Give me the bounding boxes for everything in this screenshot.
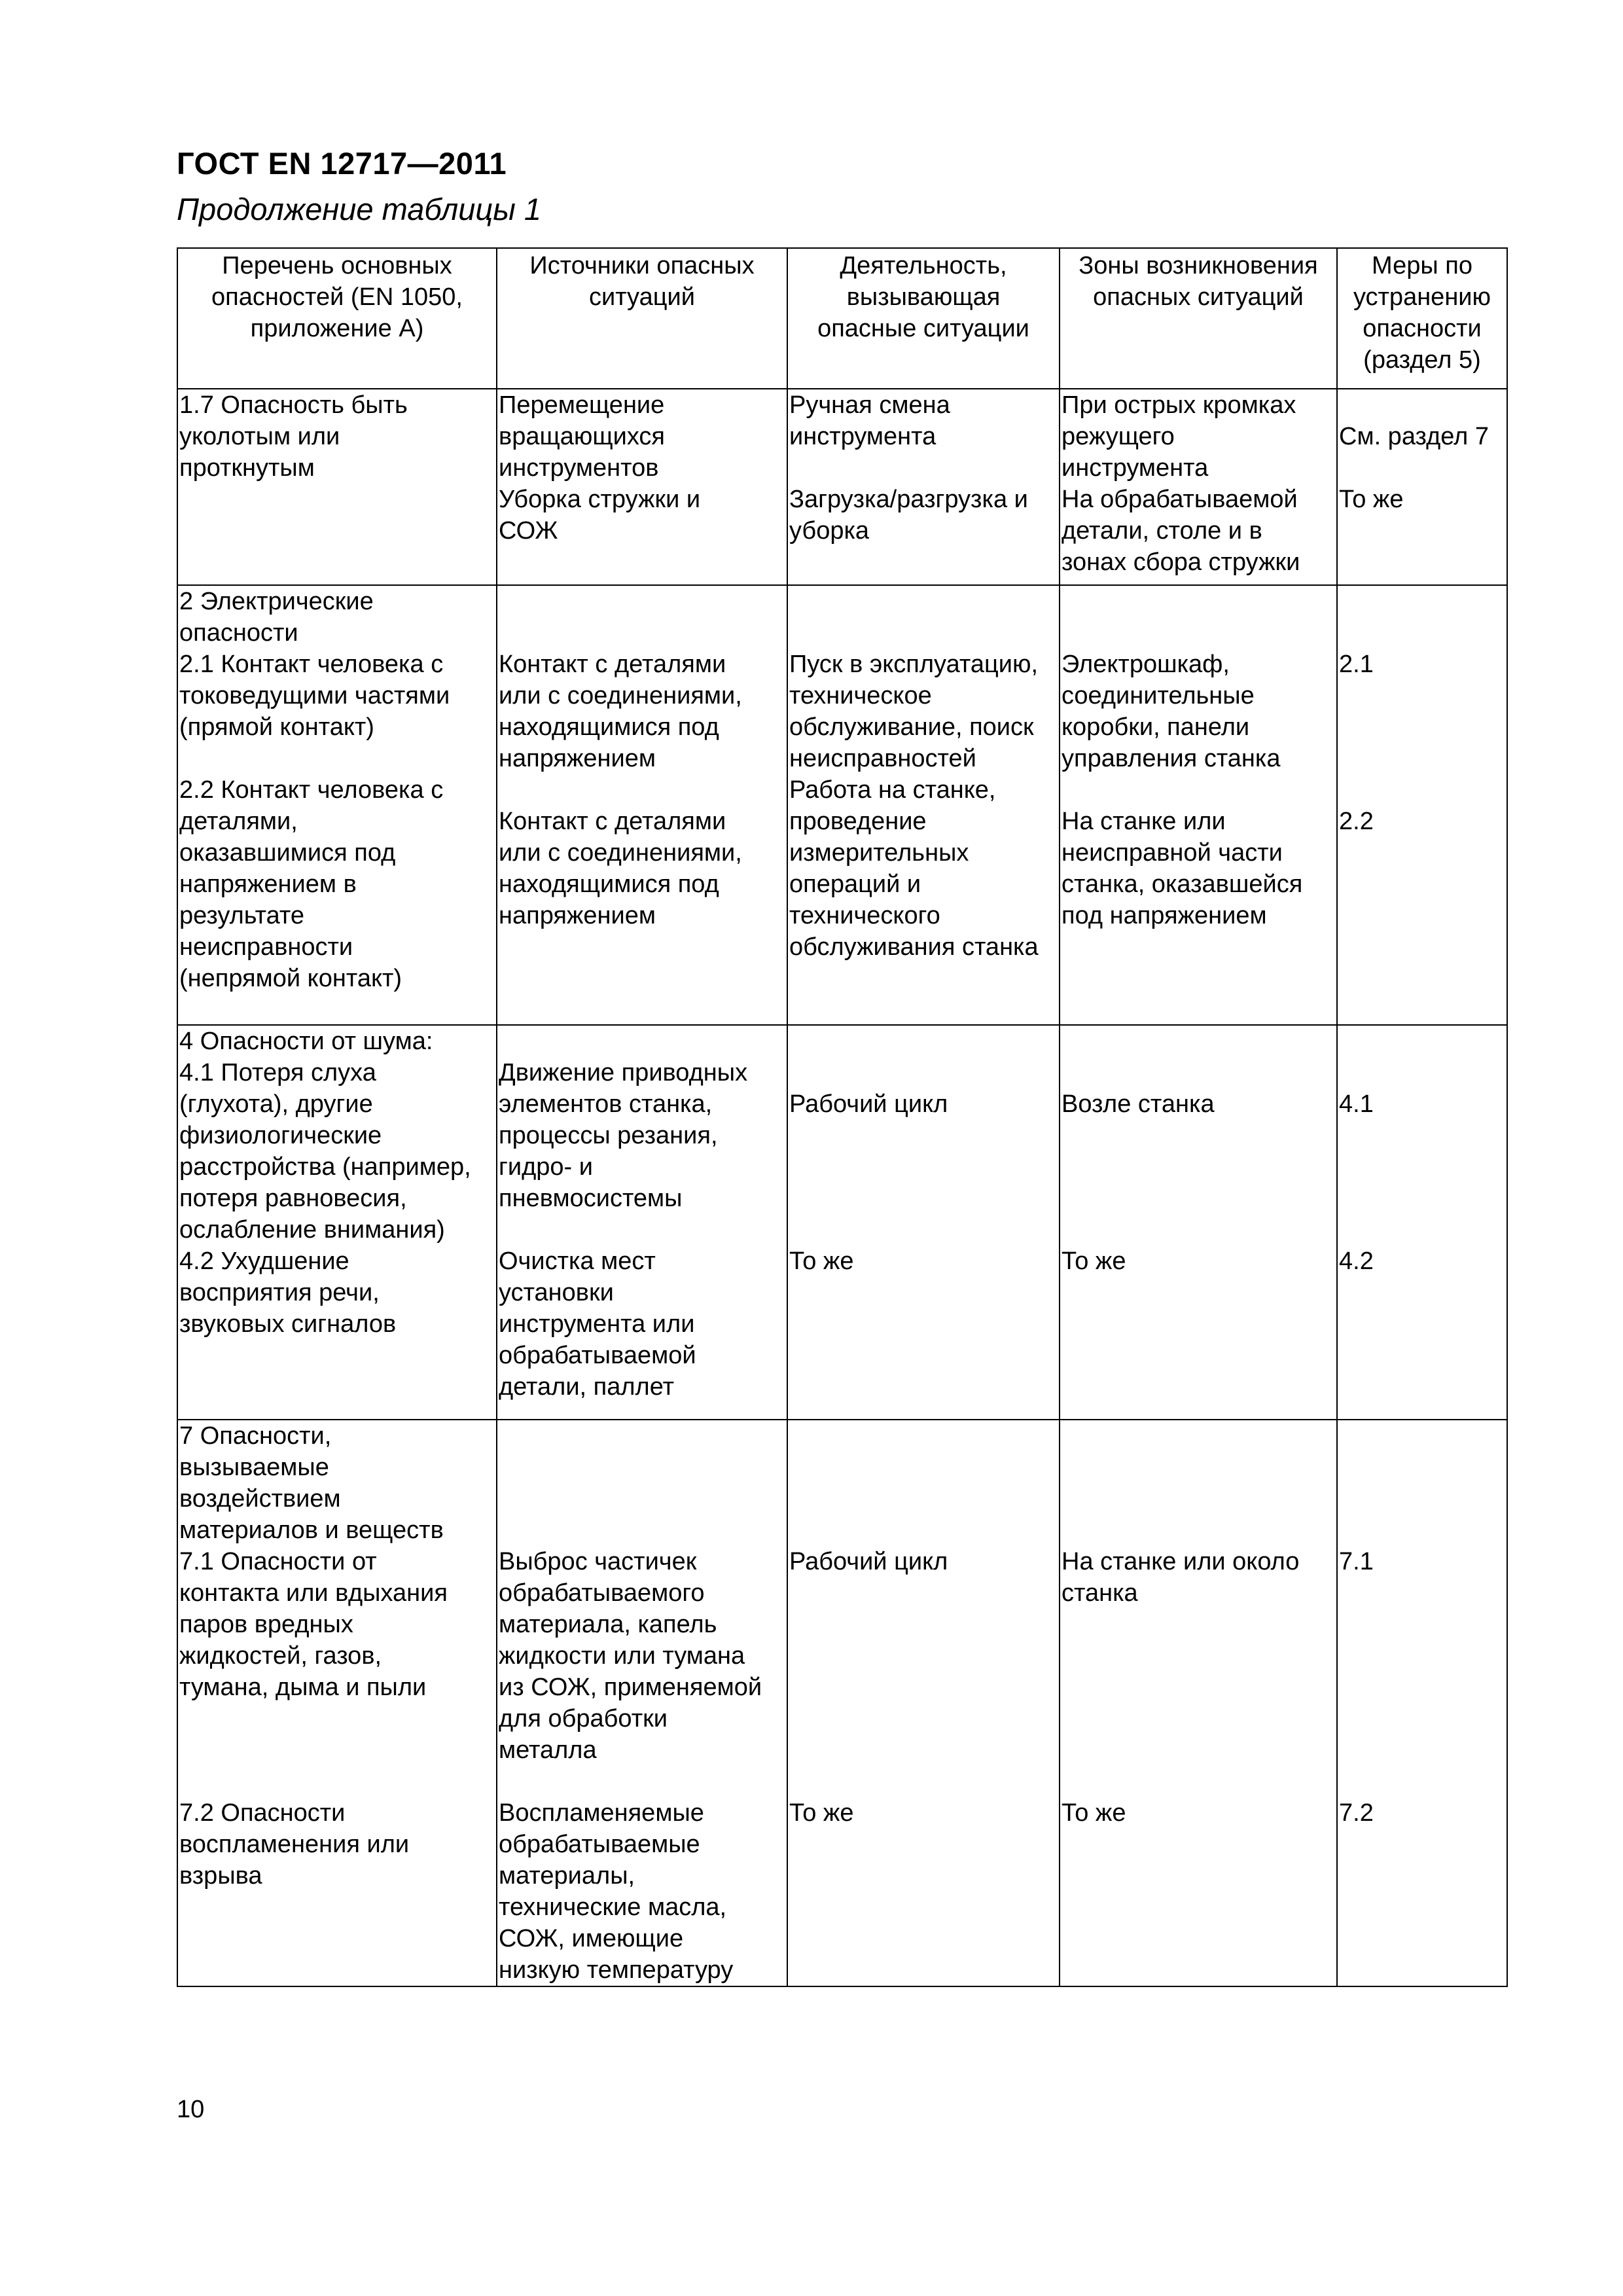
cell-text-line: техническое bbox=[789, 682, 932, 709]
cell-text-line: Загрузка/разгрузка и bbox=[789, 486, 1028, 513]
cell-text-line: жидкостей, газов, bbox=[179, 1642, 382, 1670]
cell-text-line: Перемещение bbox=[499, 391, 665, 419]
cell-text-line: управления станка bbox=[1061, 745, 1281, 772]
cell-text-line: Ручная смена bbox=[789, 391, 950, 419]
cell-text-line: ситуаций bbox=[589, 283, 695, 311]
hazard-cell bbox=[177, 585, 497, 1025]
line-spacer bbox=[1339, 774, 1505, 806]
cell-text-line: 4.2 bbox=[1339, 1247, 1374, 1275]
cell-text-line: Движение приводных bbox=[499, 1059, 748, 1086]
line-spacer bbox=[789, 1183, 1058, 1214]
cell-text-line: под напряжением bbox=[1061, 902, 1267, 929]
table-header-row bbox=[177, 248, 1507, 389]
measures-cell bbox=[1337, 585, 1507, 1025]
cell-text-line: 2.1 bbox=[1339, 651, 1374, 678]
line-spacer bbox=[1339, 743, 1505, 774]
cell-text-line: Контакт с деталями bbox=[499, 808, 726, 835]
cell-text-line: Работа на станке, bbox=[789, 776, 996, 804]
hazard-cell bbox=[177, 1025, 497, 1420]
cell-text-line: На обрабатываемой bbox=[1061, 486, 1298, 513]
line-spacer bbox=[1061, 1452, 1335, 1483]
header-measures bbox=[1337, 248, 1507, 389]
cell-text-line: материалов и веществ bbox=[179, 1516, 444, 1544]
line-spacer bbox=[789, 1640, 1058, 1672]
measures-cell bbox=[1337, 1025, 1507, 1420]
line-spacer bbox=[789, 1766, 1058, 1797]
line-spacer bbox=[1339, 586, 1505, 617]
line-spacer bbox=[1339, 389, 1505, 421]
cell-text-line: коробки, панели bbox=[1061, 713, 1250, 741]
cell-text-line: опасности bbox=[1363, 315, 1482, 342]
line-spacer bbox=[1061, 586, 1335, 617]
line-spacer bbox=[1061, 1609, 1335, 1640]
cell-text-line: детали, паллет bbox=[499, 1373, 675, 1401]
cell-text-line: низкую температуру bbox=[499, 1956, 734, 1984]
line-spacer bbox=[1339, 1420, 1505, 1452]
cell-text-line: Пуск в эксплуатацию, bbox=[789, 651, 1039, 678]
measures-cell bbox=[1337, 1420, 1507, 1986]
cell-text-line: станка, оказавшейся bbox=[1061, 870, 1303, 898]
line-spacer bbox=[1339, 1672, 1505, 1703]
cell-text-line: режущего bbox=[1061, 423, 1175, 450]
cell-text-line: или с соединениями, bbox=[499, 839, 742, 867]
cell-text-line: На станке или около bbox=[1061, 1548, 1300, 1575]
line-spacer bbox=[789, 452, 1058, 484]
line-spacer bbox=[499, 1420, 785, 1452]
sources-cell bbox=[497, 389, 787, 585]
cell-text-line: технические масла, bbox=[499, 1893, 727, 1921]
header-hazards bbox=[177, 248, 497, 389]
cell-text-line: (прямой контакт) bbox=[179, 713, 374, 741]
measures-cell bbox=[1337, 389, 1507, 585]
cell-text-line: обслуживание, поиск bbox=[789, 713, 1034, 741]
line-spacer bbox=[1339, 1703, 1505, 1734]
line-spacer bbox=[1061, 1766, 1335, 1797]
zones-cell bbox=[1060, 1420, 1337, 1986]
line-spacer bbox=[1339, 711, 1505, 743]
line-spacer bbox=[789, 617, 1058, 649]
cell-text-line: 7.1 bbox=[1339, 1548, 1374, 1575]
cell-text-line: См. раздел 7 bbox=[1339, 423, 1489, 450]
line-spacer bbox=[1339, 1766, 1505, 1797]
line-spacer bbox=[179, 1703, 495, 1734]
cell-text-line: (непрямой контакт) bbox=[179, 965, 402, 992]
cell-text-line: 7.1 Опасности от bbox=[179, 1548, 377, 1575]
line-spacer bbox=[1339, 617, 1505, 649]
cell-text-line: То же bbox=[789, 1247, 854, 1275]
cell-text-line: уборка bbox=[789, 517, 870, 545]
cell-text-line: металла bbox=[499, 1736, 597, 1764]
cell-text-line: детали, столе и в bbox=[1061, 517, 1262, 545]
cell-text-line: восприятия речи, bbox=[179, 1279, 380, 1306]
cell-text-line: или с соединениями, bbox=[499, 682, 742, 709]
cell-text-line: взрыва bbox=[179, 1862, 262, 1890]
line-spacer bbox=[1061, 1026, 1335, 1057]
line-spacer bbox=[1061, 1057, 1335, 1088]
line-spacer bbox=[789, 1026, 1058, 1057]
cell-text-line: деталями, bbox=[179, 808, 298, 835]
cell-text-line: звуковых сигналов bbox=[179, 1310, 397, 1338]
cell-text-line: напряжением в bbox=[179, 870, 357, 898]
cell-text-line: 2.2 bbox=[1339, 808, 1374, 835]
cell-text-line: пневмосистемы bbox=[499, 1185, 683, 1212]
cell-text-line: инструмента bbox=[789, 423, 936, 450]
cell-text-line: Уборка стружки и bbox=[499, 486, 701, 513]
cell-text-line: 2 Электрические bbox=[179, 588, 374, 615]
line-spacer bbox=[789, 1577, 1058, 1609]
line-spacer bbox=[1339, 1214, 1505, 1246]
line-spacer bbox=[179, 743, 495, 774]
cell-text-line: Рабочий цикл bbox=[789, 1090, 948, 1118]
sources-cell bbox=[497, 585, 787, 1025]
line-spacer bbox=[1339, 1483, 1505, 1515]
cell-text-line: (раздел 5) bbox=[1363, 346, 1481, 374]
cell-text-line: расстройства (например, bbox=[179, 1153, 471, 1181]
document-code: ГОСТ EN 12717—2011 bbox=[177, 146, 507, 181]
zones-cell bbox=[1060, 389, 1337, 585]
line-spacer bbox=[1061, 1515, 1335, 1546]
line-spacer bbox=[1061, 1640, 1335, 1672]
cell-text-line: станка bbox=[1061, 1579, 1138, 1607]
table-continuation-caption: Продолжение таблицы 1 bbox=[177, 192, 542, 226]
cell-text-line: 7 Опасности, bbox=[179, 1422, 332, 1450]
line-spacer bbox=[1339, 1057, 1505, 1088]
cell-text-line: опасностей (EN 1050, bbox=[211, 283, 463, 311]
cell-text-line: 4.1 Потеря слуха bbox=[179, 1059, 376, 1086]
cell-text-line: 4.1 bbox=[1339, 1090, 1374, 1118]
cell-text-line: жидкости или тумана bbox=[499, 1642, 745, 1670]
cell-text-line: Зоны возникновения bbox=[1079, 252, 1318, 279]
cell-text-line: Перечень основных bbox=[222, 252, 452, 279]
activity-cell bbox=[787, 389, 1060, 585]
line-spacer bbox=[789, 1057, 1058, 1088]
cell-text-line: Рабочий цикл bbox=[789, 1548, 948, 1575]
cell-text-line: обрабатываемые bbox=[499, 1831, 700, 1858]
cell-text-line: Возле станка bbox=[1061, 1090, 1215, 1118]
cell-text-line: (глухота), другие bbox=[179, 1090, 373, 1118]
line-spacer bbox=[1061, 1183, 1335, 1214]
cell-text-line: 7.2 Опасности bbox=[179, 1799, 346, 1827]
line-spacer bbox=[1339, 1120, 1505, 1151]
cell-text-line: 2.2 Контакт человека с bbox=[179, 776, 444, 804]
line-spacer bbox=[499, 1452, 785, 1483]
cell-text-line: оказавшимися под bbox=[179, 839, 396, 867]
line-spacer bbox=[1339, 1515, 1505, 1546]
line-spacer bbox=[1339, 1452, 1505, 1483]
line-spacer bbox=[789, 586, 1058, 617]
cell-text-line: обслуживания станка bbox=[789, 933, 1039, 961]
cell-text-line: установки bbox=[499, 1279, 614, 1306]
line-spacer bbox=[1339, 1183, 1505, 1214]
cell-text-line: вызывающая bbox=[846, 283, 1001, 311]
line-spacer bbox=[789, 1483, 1058, 1515]
cell-text-line: воздействием bbox=[179, 1485, 341, 1513]
cell-text-line: измерительных bbox=[789, 839, 969, 867]
header-zones bbox=[1060, 248, 1337, 389]
cell-text-line: элементов станка, bbox=[499, 1090, 713, 1118]
hazard-cell bbox=[177, 389, 497, 585]
cell-text-line: 1.7 Опасность быть bbox=[179, 391, 408, 419]
hazard-table bbox=[177, 247, 1508, 1987]
cell-text-line: неисправности bbox=[179, 933, 353, 961]
cell-text-line: То же bbox=[1061, 1247, 1126, 1275]
cell-text-line: токоведущими частями bbox=[179, 682, 450, 709]
line-spacer bbox=[499, 1766, 785, 1797]
cell-text-line: находящимися под bbox=[499, 713, 719, 741]
cell-text-line: 7.2 bbox=[1339, 1799, 1374, 1827]
cell-text-line: опасности bbox=[179, 619, 298, 647]
cell-text-line: находящимися под bbox=[499, 870, 719, 898]
line-spacer bbox=[179, 1734, 495, 1766]
cell-text-line: На станке или bbox=[1061, 808, 1226, 835]
line-spacer bbox=[789, 1515, 1058, 1546]
activity-cell bbox=[787, 1420, 1060, 1986]
cell-text-line: уколотым или bbox=[179, 423, 340, 450]
cell-text-line: Воспламеняемые bbox=[499, 1799, 704, 1827]
table-row bbox=[177, 389, 1507, 585]
cell-text-line: То же bbox=[789, 1799, 854, 1827]
sources-cell bbox=[497, 1420, 787, 1986]
zones-cell bbox=[1060, 585, 1337, 1025]
line-spacer bbox=[1061, 1120, 1335, 1151]
cell-text-line: Электрошкаф, bbox=[1061, 651, 1230, 678]
line-spacer bbox=[1061, 1420, 1335, 1452]
cell-text-line: проткнутым bbox=[179, 454, 315, 482]
cell-text-line: тумана, дыма и пыли bbox=[179, 1674, 427, 1701]
cell-text-line: вызываемые bbox=[179, 1454, 329, 1481]
cell-text-line: зонах сбора стружки bbox=[1061, 548, 1300, 576]
line-spacer bbox=[1339, 1151, 1505, 1183]
page-number: 10 bbox=[177, 2096, 205, 2123]
line-spacer bbox=[789, 1214, 1058, 1246]
line-spacer bbox=[1061, 1672, 1335, 1703]
cell-text-line: физиологические bbox=[179, 1122, 382, 1149]
activity-cell bbox=[787, 1025, 1060, 1420]
line-spacer bbox=[499, 1214, 785, 1246]
cell-text-line: для обработки bbox=[499, 1705, 668, 1732]
cell-text-line: неисправной части bbox=[1061, 839, 1283, 867]
cell-text-line: проведение bbox=[789, 808, 927, 835]
cell-text-line: СОЖ bbox=[499, 517, 558, 545]
cell-text-line: паров вредных bbox=[179, 1611, 353, 1638]
cell-text-line: То же bbox=[1061, 1799, 1126, 1827]
cell-text-line: гидро- и bbox=[499, 1153, 593, 1181]
line-spacer bbox=[499, 1483, 785, 1515]
cell-text-line: соединительные bbox=[1061, 682, 1255, 709]
line-spacer bbox=[179, 1766, 495, 1797]
line-spacer bbox=[499, 1515, 785, 1546]
line-spacer bbox=[789, 1672, 1058, 1703]
cell-text-line: СОЖ, имеющие bbox=[499, 1925, 684, 1952]
hazard-cell bbox=[177, 1420, 497, 1986]
cell-text-line: потеря равновесия, bbox=[179, 1185, 407, 1212]
line-spacer bbox=[1339, 1577, 1505, 1609]
line-spacer bbox=[1339, 1640, 1505, 1672]
line-spacer bbox=[1339, 680, 1505, 711]
line-spacer bbox=[499, 774, 785, 806]
cell-text-line: 4.2 Ухудшение bbox=[179, 1247, 349, 1275]
line-spacer bbox=[1061, 1214, 1335, 1246]
line-spacer bbox=[789, 1420, 1058, 1452]
zones-cell bbox=[1060, 1025, 1337, 1420]
cell-text-line: опасных ситуаций bbox=[1093, 283, 1304, 311]
line-spacer bbox=[789, 1151, 1058, 1183]
line-spacer bbox=[1061, 1151, 1335, 1183]
cell-text-line: процессы резания, bbox=[499, 1122, 718, 1149]
cell-text-line: неисправностей bbox=[789, 745, 976, 772]
cell-text-line: материала, капель bbox=[499, 1611, 717, 1638]
cell-text-line: При острых кромках bbox=[1061, 391, 1296, 419]
cell-text-line: из СОЖ, применяемой bbox=[499, 1674, 762, 1701]
line-spacer bbox=[1061, 774, 1335, 806]
cell-text-line: опасные ситуации bbox=[817, 315, 1029, 342]
activity-cell bbox=[787, 585, 1060, 1025]
line-spacer bbox=[1339, 1026, 1505, 1057]
cell-text-line: Контакт с деталями bbox=[499, 651, 726, 678]
cell-text-line: Очистка мест bbox=[499, 1247, 656, 1275]
cell-text-line: Деятельность, bbox=[840, 252, 1007, 279]
cell-text-line: ослабление внимания) bbox=[179, 1216, 445, 1244]
line-spacer bbox=[789, 1609, 1058, 1640]
cell-text-line: воспламенения или bbox=[179, 1831, 410, 1858]
cell-text-line: технического bbox=[789, 902, 940, 929]
line-spacer bbox=[1061, 1483, 1335, 1515]
line-spacer bbox=[1061, 1703, 1335, 1734]
sources-cell bbox=[497, 1025, 787, 1420]
cell-text-line: Меры по bbox=[1372, 252, 1472, 279]
line-spacer bbox=[499, 586, 785, 617]
cell-text-line: материалы, bbox=[499, 1862, 635, 1890]
header-sources bbox=[497, 248, 787, 389]
line-spacer bbox=[789, 1734, 1058, 1766]
line-spacer bbox=[1339, 1609, 1505, 1640]
cell-text-line: 2.1 Контакт человека с bbox=[179, 651, 444, 678]
cell-text-line: вращающихся bbox=[499, 423, 665, 450]
cell-text-line: 4 Опасности от шума: bbox=[179, 1028, 433, 1055]
cell-text-line: напряжением bbox=[499, 902, 656, 929]
cell-text-line: устранению bbox=[1353, 283, 1491, 311]
cell-text-line: обрабатываемого bbox=[499, 1579, 705, 1607]
cell-text-line: контакта или вдыхания bbox=[179, 1579, 448, 1607]
line-spacer bbox=[789, 1452, 1058, 1483]
cell-text-line: приложение А) bbox=[250, 315, 424, 342]
cell-text-line: результате bbox=[179, 902, 304, 929]
line-spacer bbox=[789, 1120, 1058, 1151]
table-row bbox=[177, 1420, 1507, 1986]
line-spacer bbox=[1339, 452, 1505, 484]
cell-text-line: инструмента bbox=[1061, 454, 1209, 482]
line-spacer bbox=[1339, 1734, 1505, 1766]
cell-text-line: инструмента или bbox=[499, 1310, 695, 1338]
line-spacer bbox=[1061, 617, 1335, 649]
line-spacer bbox=[499, 617, 785, 649]
line-spacer bbox=[499, 1026, 785, 1057]
table-row bbox=[177, 585, 1507, 1025]
line-spacer bbox=[1061, 1734, 1335, 1766]
cell-text-line: инструментов bbox=[499, 454, 659, 482]
cell-text-line: обрабатываемой bbox=[499, 1342, 696, 1369]
cell-text-line: Источники опасных bbox=[529, 252, 755, 279]
cell-text-line: Выброс частичек bbox=[499, 1548, 697, 1575]
table-row bbox=[177, 1025, 1507, 1420]
header-activity bbox=[787, 248, 1060, 389]
cell-text-line: операций и bbox=[789, 870, 921, 898]
line-spacer bbox=[789, 1703, 1058, 1734]
cell-text-line: напряжением bbox=[499, 745, 656, 772]
cell-text-line: То же bbox=[1339, 486, 1404, 513]
